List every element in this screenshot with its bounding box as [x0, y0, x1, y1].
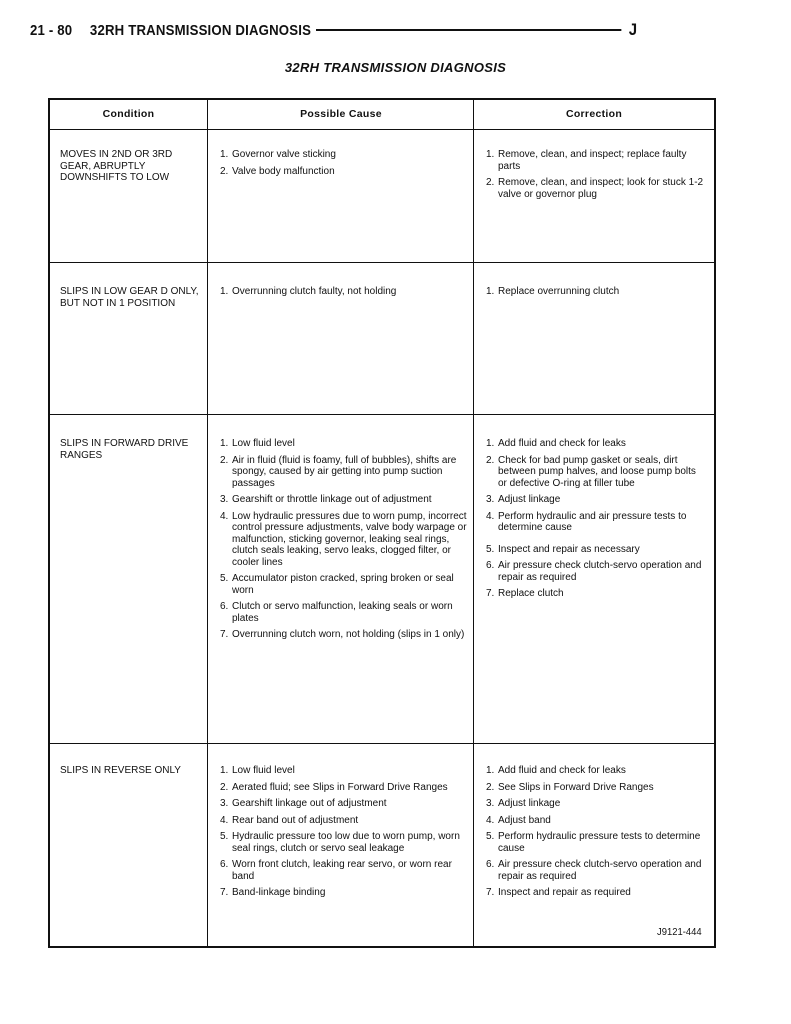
correction-cell [486, 149, 706, 205]
correction-item [486, 588, 706, 600]
item-number: 6. [220, 601, 229, 612]
correction-item [486, 455, 706, 490]
item-text: Overrunning clutch faulty, not holding [232, 286, 397, 297]
header-rule [316, 29, 621, 31]
cause-item [220, 149, 475, 161]
item-text: Air in fluid (fluid is foamy, full of bubbles), shifts are spongy, caused by air getting into pump suction passages [232, 454, 457, 489]
cause-item [220, 798, 475, 810]
row-divider [50, 414, 714, 415]
section-letter: J [628, 20, 638, 39]
item-text: Overrunning clutch worn, not holding (slips in 1 only) [232, 629, 465, 640]
item-number: 3. [220, 494, 229, 505]
item-text: Replace overrunning clutch [498, 286, 620, 297]
item-text: Inspect and repair as necessary [498, 543, 640, 555]
item-text: Clutch or servo malfunction, leaking seals or worn plates [232, 601, 453, 624]
row-divider [50, 262, 714, 263]
item-text: Worn front clutch, leaking rear servo, or worn rear band [232, 859, 452, 882]
item-number: 5. [486, 831, 495, 842]
item-number: 1. [486, 438, 495, 449]
cause-item [220, 455, 475, 490]
correction-item [486, 765, 706, 777]
item-number: 2. [220, 781, 229, 793]
condition-cell: MOVES IN 2ND OR 3RD GEAR, ABRUPTLY DOWNSHIFTS TO LOW [60, 149, 173, 183]
page-title: 32RH TRANSMISSION DIAGNOSIS [284, 60, 507, 75]
item-number: 7. [486, 588, 495, 599]
item-number: 1. [220, 286, 229, 297]
column-header-possible-cause: Possible Cause [300, 108, 382, 120]
figure-reference: J9121-444 [657, 926, 702, 938]
item-number: 4. [220, 814, 229, 826]
item-number: 2. [220, 454, 229, 466]
correction-item [486, 177, 706, 200]
correction-item [486, 494, 706, 506]
item-number: 5. [486, 543, 495, 555]
column-header-correction: Correction [565, 108, 623, 120]
item-number: 7. [220, 629, 229, 640]
correction-item [486, 887, 706, 899]
item-number: 7. [220, 887, 229, 898]
item-text: Replace clutch [498, 588, 564, 599]
item-number: 6. [486, 560, 495, 571]
cause-item [220, 494, 475, 506]
correction-item [486, 438, 706, 450]
item-number: 3. [220, 798, 229, 809]
diagnosis-table [48, 98, 716, 948]
item-text: Low fluid level [232, 438, 295, 449]
item-text: Adjust linkage [498, 494, 561, 505]
correction-item [486, 511, 706, 534]
item-number: 2. [486, 177, 495, 188]
item-number: 1. [220, 149, 229, 160]
item-text: Inspect and repair as required [498, 887, 631, 898]
correction-item [486, 782, 706, 794]
item-number: 3. [486, 494, 495, 505]
item-text: Hydraulic pressure too low due to worn pump, worn seal rings, clutch or servo seal leakage [232, 831, 460, 854]
column-header-condition: Condition [102, 108, 155, 120]
cause-item [220, 286, 475, 298]
item-number: 4. [486, 814, 495, 826]
item-number: 3. [486, 798, 495, 809]
item-number: 4. [486, 510, 495, 522]
item-number: 1. [486, 286, 495, 297]
correction-cell [486, 286, 706, 303]
cause-item [220, 166, 475, 178]
item-number: 6. [486, 859, 495, 870]
cause-item [220, 887, 475, 899]
item-text: Valve body malfunction [232, 165, 335, 177]
item-text: Add fluid and check for leaks [498, 438, 626, 449]
item-number: 1. [486, 149, 495, 160]
correction-item [486, 149, 706, 172]
item-text: Check for bad pump gasket or seals, dirt between pump halves, and loose pump bolts or defective O-ring at filler tube [498, 454, 696, 489]
item-number: 4. [220, 510, 229, 522]
page-number: 21 - 80 [30, 21, 73, 39]
correction-cell [486, 765, 706, 904]
correction-item [486, 544, 706, 556]
item-text: Gearshift linkage out of adjustment [232, 798, 387, 809]
correction-item [486, 831, 706, 854]
item-number: 5. [220, 831, 229, 842]
running-header [30, 19, 637, 41]
item-text: Perform hydraulic pressure tests to determine cause [498, 831, 701, 854]
item-text: See Slips in Forward Drive Ranges [498, 781, 654, 793]
item-number: 1. [220, 438, 229, 449]
item-text: Air pressure check clutch-servo operation and repair as required [498, 859, 702, 882]
item-text: Adjust linkage [498, 798, 561, 809]
correction-item [486, 286, 706, 298]
item-number: 1. [486, 765, 495, 776]
cause-item [220, 815, 475, 827]
item-number: 6. [220, 859, 229, 870]
row-divider [50, 743, 714, 744]
item-text: Remove, clean, and inspect; replace faulty parts [498, 149, 687, 172]
item-text: Low fluid level [232, 765, 295, 776]
condition-cell: SLIPS IN LOW GEAR D ONLY, BUT NOT IN 1 POSITION [60, 286, 199, 309]
correction-item [486, 815, 706, 827]
item-text: Band-linkage binding [232, 887, 326, 898]
item-text: Adjust band [498, 814, 551, 826]
item-text: Low hydraulic pressures due to worn pump, incorrect control pressure adjustments, valve body warpage or malfunction, sticking governor, leaking seal rings, clutch seals leaking, servo leaks, clogged filter, or cooler lines [232, 510, 467, 568]
item-number: 5. [220, 573, 229, 584]
cause-item [220, 601, 475, 624]
correction-item [486, 798, 706, 810]
cause-item [220, 859, 475, 882]
item-text: Air pressure check clutch-servo operation and repair as required [498, 560, 702, 583]
correction-item [486, 560, 706, 583]
item-text: Perform hydraulic and air pressure tests to determine cause [498, 510, 687, 533]
cause-item [220, 511, 475, 569]
condition-cell: SLIPS IN FORWARD DRIVE RANGES [60, 438, 189, 461]
condition-cell: SLIPS IN REVERSE ONLY [60, 765, 181, 776]
column-divider [207, 100, 208, 946]
item-text: Remove, clean, and inspect; look for stuck 1-2 valve or governor plug [498, 177, 704, 200]
item-number: 2. [486, 454, 495, 466]
item-number: 1. [220, 765, 229, 776]
cause-item [220, 438, 475, 450]
cause-item [220, 629, 475, 641]
possible-cause-cell [220, 286, 475, 303]
item-text: Gearshift or throttle linkage out of adjustment [232, 494, 432, 505]
item-text: Add fluid and check for leaks [498, 765, 626, 776]
item-text: Governor valve sticking [232, 149, 336, 160]
possible-cause-cell [220, 438, 475, 646]
possible-cause-cell [220, 149, 475, 182]
item-text: Accumulator piston cracked, spring broken or seal worn [232, 573, 454, 596]
item-text: Rear band out of adjustment [232, 814, 359, 826]
possible-cause-cell [220, 765, 475, 904]
correction-item [486, 859, 706, 882]
item-number: 7. [486, 887, 495, 898]
correction-cell [486, 438, 706, 605]
table-header-row [50, 100, 714, 130]
item-text: Aerated fluid; see Slips in Forward Drive Ranges [232, 781, 448, 793]
cause-item [220, 573, 475, 596]
section-name: 32RH TRANSMISSION DIAGNOSIS [89, 21, 312, 39]
cause-item [220, 831, 475, 854]
cause-item [220, 765, 475, 777]
item-number: 2. [486, 781, 495, 793]
cause-item [220, 782, 475, 794]
item-number: 2. [220, 165, 229, 177]
